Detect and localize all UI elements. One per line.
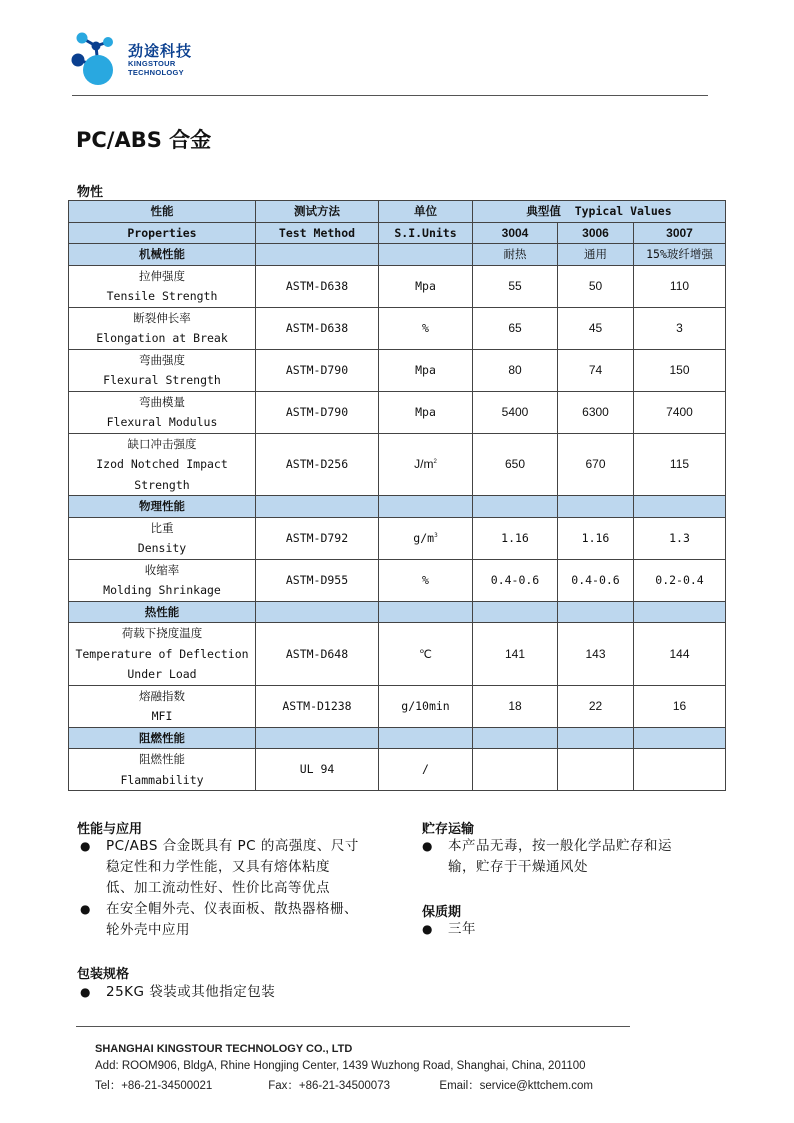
test-method: ASTM-D790	[256, 349, 379, 391]
value-3004: 65	[473, 307, 558, 349]
property-name: 阻燃性能 Flammability	[69, 749, 256, 791]
property-name: 断裂伸长率 Elongation at Break	[69, 307, 256, 349]
logo-text	[128, 42, 192, 77]
header-divider	[72, 95, 708, 96]
value-3006: 50	[558, 265, 634, 307]
table-row-molding-shrinkage	[69, 559, 726, 601]
application-title: 性能与应用	[77, 822, 143, 837]
section-label-properties: 物性	[77, 185, 104, 200]
value-3006: 74	[558, 349, 634, 391]
category-row-mechanical	[69, 244, 726, 266]
value-3006	[558, 749, 634, 791]
value-3007: 1.3	[634, 517, 726, 559]
bullet-icon: ●	[422, 839, 433, 853]
property-name: 拉伸强度 Tensile Strength	[69, 265, 256, 307]
packaging-title: 包装规格	[77, 967, 130, 982]
value-3007: 150	[634, 349, 726, 391]
footer-contact	[95, 1077, 593, 1093]
test-method: ASTM-D790	[256, 391, 379, 433]
table-row-mfi	[69, 685, 726, 727]
footer-fax: Fax：+86-21-34500073	[268, 1080, 390, 1092]
value-3007: 0.2-0.4	[634, 559, 726, 601]
value-3004: 141	[473, 623, 558, 686]
header-test-method-cn: 测试方法	[256, 201, 379, 223]
unit: /	[379, 749, 473, 791]
bullet-icon: ●	[422, 922, 433, 936]
value-3007: 144	[634, 623, 726, 686]
category-label: 热性能	[69, 601, 256, 623]
grade-3004: 3004	[473, 222, 558, 244]
unit: $g/m^3$	[379, 517, 473, 559]
header-typical-values: 典型值 Typical Values	[473, 201, 726, 223]
property-name: 比重 Density	[69, 517, 256, 559]
company-logo	[68, 30, 228, 90]
category-label: 阻燃性能	[69, 727, 256, 749]
header-properties-en: Properties	[69, 222, 256, 244]
property-name: 熔融指数 MFI	[69, 685, 256, 727]
value-3007: 7400	[634, 391, 726, 433]
bullet-icon: ●	[80, 985, 91, 999]
footer-divider	[76, 1026, 630, 1027]
logo-name-en-1: KINGSTOUR	[128, 59, 176, 68]
test-method: UL 94	[256, 749, 379, 791]
value-3007: 16	[634, 685, 726, 727]
shelf-life-bullet: ● 三年	[422, 919, 622, 940]
grade-3006: 3006	[558, 222, 634, 244]
table-row-flexural-strength	[69, 349, 726, 391]
table-header-row-2	[69, 222, 726, 244]
value-3006: 670	[558, 433, 634, 496]
storage-bullet-1: ● 本产品无毒，按一般化学品贮存和运 输，贮存于干燥通风处	[422, 838, 672, 875]
grade-3007: 3007	[634, 222, 726, 244]
value-3004: 18	[473, 685, 558, 727]
unit: %	[379, 559, 473, 601]
property-name: 荷载下挠度温度 Temperature of Deflection Under Load	[69, 623, 256, 686]
unit: g/10min	[379, 685, 473, 727]
category-row-physical	[69, 496, 726, 518]
footer-address: Add: ROOM906, BldgA, Rhine Hongjing Center, 1439 Wuzhong Road, Shanghai, China, 201100	[95, 1060, 586, 1072]
bullet-icon: ●	[80, 839, 91, 853]
value-3007: 115	[634, 433, 726, 496]
table-row-flexural-modulus	[69, 391, 726, 433]
value-3006: 45	[558, 307, 634, 349]
grade-note: 通用	[558, 244, 634, 266]
application-bullet-2: ● 在安全帽外壳、仪表面板、散热器格栅、 轮外壳中应用	[80, 901, 358, 938]
footer-company: SHANGHAI KINGSTOUR TECHNOLOGY CO., LTD	[95, 1043, 353, 1055]
value-3004: 650	[473, 433, 558, 496]
molecule-logo-icon	[68, 30, 128, 92]
table-row-density	[69, 517, 726, 559]
unit: $J/m^2$	[379, 433, 473, 496]
category-label: 机械性能	[69, 244, 256, 266]
application-bullet-1: ● PC/ABS 合金既具有 PC 的高强度、尺寸 稳定性和力学性能，又具有熔体粘度 低、加工流动性好、性价比高等优点	[80, 838, 359, 896]
shelf-life-title: 保质期	[422, 905, 462, 920]
footer-email[interactable]: Email：service@kttchem.com	[439, 1080, 593, 1092]
value-3007: 110	[634, 265, 726, 307]
footer-tel: Tel：+86-21-34500021	[95, 1080, 213, 1092]
unit: Mpa	[379, 265, 473, 307]
test-method: ASTM-D638	[256, 307, 379, 349]
table-row-elongation	[69, 307, 726, 349]
table-row-hdt	[69, 623, 726, 686]
category-row-flame	[69, 727, 726, 749]
property-name: 收缩率 Molding Shrinkage	[69, 559, 256, 601]
test-method: ASTM-D792	[256, 517, 379, 559]
logo-name-cn: 劲途科技	[128, 42, 193, 60]
header-units-en: S.I.Units	[379, 222, 473, 244]
value-3004: 55	[473, 265, 558, 307]
unit: ℃	[379, 623, 473, 686]
property-name: 缺口冲击强度 Izod Notched Impact Strength	[69, 433, 256, 496]
grade-note: 耐热	[473, 244, 558, 266]
page-title: PC/ABS 合金	[76, 128, 212, 152]
table-header-row-1	[69, 201, 726, 223]
grade-note: 15%玻纤增强	[634, 244, 726, 266]
test-method: ASTM-D256	[256, 433, 379, 496]
value-3006: 1.16	[558, 517, 634, 559]
packaging-bullet: ● 25KG 袋装或其他指定包装	[80, 982, 400, 1003]
value-3004: 5400	[473, 391, 558, 433]
value-3007: 3	[634, 307, 726, 349]
category-row-thermal	[69, 601, 726, 623]
properties-table	[68, 200, 726, 791]
header-units-cn: 单位	[379, 201, 473, 223]
value-3006: 143	[558, 623, 634, 686]
test-method: ASTM-D955	[256, 559, 379, 601]
bullet-icon: ●	[80, 902, 91, 916]
value-3004	[473, 749, 558, 791]
unit: Mpa	[379, 391, 473, 433]
value-3006: 6300	[558, 391, 634, 433]
test-method: ASTM-D648	[256, 623, 379, 686]
value-3004: 1.16	[473, 517, 558, 559]
category-label: 物理性能	[69, 496, 256, 518]
property-name: 弯曲模量 Flexural Modulus	[69, 391, 256, 433]
value-3006: 0.4-0.6	[558, 559, 634, 601]
header-test-method-en: Test Method	[256, 222, 379, 244]
value-3006: 22	[558, 685, 634, 727]
test-method: ASTM-D1238	[256, 685, 379, 727]
value-3004: 80	[473, 349, 558, 391]
header-properties-cn: 性能	[69, 201, 256, 223]
storage-title: 贮存运输	[422, 822, 475, 837]
table-row-izod-impact	[69, 433, 726, 496]
unit: Mpa	[379, 349, 473, 391]
logo-name-en-2: TECHNOLOGY	[128, 67, 184, 77]
table-row-tensile-strength	[69, 265, 726, 307]
table-row-flammability	[69, 749, 726, 791]
test-method: ASTM-D638	[256, 265, 379, 307]
unit: %	[379, 307, 473, 349]
value-3004: 0.4-0.6	[473, 559, 558, 601]
property-name: 弯曲强度 Flexural Strength	[69, 349, 256, 391]
value-3007	[634, 749, 726, 791]
